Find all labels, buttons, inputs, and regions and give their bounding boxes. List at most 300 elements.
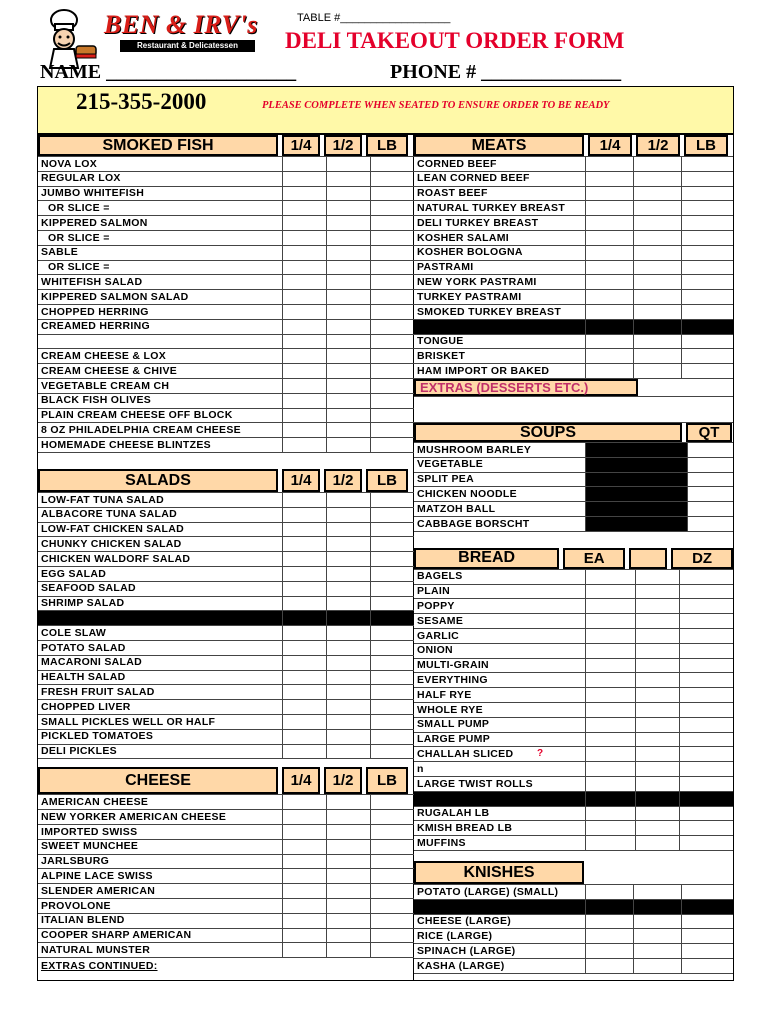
extras-write-in-area[interactable] xyxy=(414,397,733,423)
order-row-poppy[interactable] xyxy=(414,599,733,614)
qty-cell[interactable] xyxy=(282,700,326,714)
qty-cell[interactable] xyxy=(585,364,633,378)
qty-cell[interactable] xyxy=(282,379,326,393)
qty-cell[interactable] xyxy=(585,261,633,275)
qty-cell[interactable] xyxy=(585,305,633,319)
qty-cell[interactable] xyxy=(585,349,633,363)
bread-dz-cell[interactable] xyxy=(679,733,733,747)
order-row-tongue[interactable] xyxy=(414,335,733,350)
qty-cell[interactable] xyxy=(282,231,326,245)
order-row-imported-swiss[interactable] xyxy=(38,825,414,840)
order-row-large-pump[interactable] xyxy=(414,733,733,748)
qty-cell[interactable] xyxy=(370,582,414,596)
bread-ea-cell[interactable] xyxy=(585,821,635,835)
qty-cell[interactable] xyxy=(370,626,414,640)
qty-cell[interactable] xyxy=(282,305,326,319)
qty-cell[interactable] xyxy=(282,582,326,596)
qty-cell[interactable] xyxy=(370,825,414,839)
qty-cell[interactable] xyxy=(282,216,326,230)
blank-row[interactable] xyxy=(414,320,733,335)
qty-cell[interactable] xyxy=(326,201,370,215)
qty-cell[interactable] xyxy=(370,187,414,201)
qty-cell[interactable] xyxy=(370,795,414,809)
qty-cell[interactable] xyxy=(633,187,681,201)
order-row-shrimp-salad[interactable] xyxy=(38,597,414,612)
order-row-slender-american[interactable] xyxy=(38,884,414,899)
order-row-low-fat-chicken-salad[interactable] xyxy=(38,523,414,538)
qty-cell[interactable] xyxy=(326,409,370,423)
order-row-chopped-herring[interactable] xyxy=(38,305,414,320)
soup-qt-cell[interactable] xyxy=(687,443,733,457)
qty-cell[interactable] xyxy=(326,157,370,171)
qty-cell[interactable] xyxy=(633,885,681,899)
qty-cell[interactable] xyxy=(633,305,681,319)
qty-cell[interactable] xyxy=(633,201,681,215)
qty-cell[interactable] xyxy=(282,840,326,854)
qty-cell[interactable] xyxy=(282,187,326,201)
qty-cell[interactable] xyxy=(681,290,729,304)
qty-cell[interactable] xyxy=(326,869,370,883)
qty-cell[interactable] xyxy=(585,187,633,201)
order-row-turkey-pastrami[interactable] xyxy=(414,290,733,305)
qty-cell[interactable] xyxy=(282,685,326,699)
order-row-fresh-fruit-salad[interactable] xyxy=(38,685,414,700)
qty-cell[interactable] xyxy=(585,246,633,260)
order-row-chopped-liver[interactable] xyxy=(38,700,414,715)
qty-cell[interactable] xyxy=(282,914,326,928)
qty-cell[interactable] xyxy=(326,641,370,655)
order-row-kmish-bread-lb[interactable] xyxy=(414,821,733,836)
order-row-small-pump[interactable] xyxy=(414,718,733,733)
bread-ea-cell[interactable] xyxy=(585,777,635,791)
qty-cell[interactable] xyxy=(282,943,326,957)
qty-cell[interactable] xyxy=(326,394,370,408)
order-row-cream-cheese-chive[interactable] xyxy=(38,364,414,379)
qty-cell[interactable] xyxy=(370,929,414,943)
table-number-field[interactable]: TABLE #__________________ xyxy=(297,12,451,24)
order-row-pastrami[interactable] xyxy=(414,261,733,276)
qty-cell[interactable] xyxy=(370,685,414,699)
order-row-new-york-pastrami[interactable] xyxy=(414,275,733,290)
name-field[interactable]: NAME ___________________ xyxy=(40,61,297,83)
order-row-provolone[interactable] xyxy=(38,899,414,914)
qty-cell[interactable] xyxy=(585,915,633,929)
order-row-plain-cream-cheese-off-block[interactable] xyxy=(38,409,414,424)
order-row-rugalah-lb[interactable] xyxy=(414,807,733,822)
qty-cell[interactable] xyxy=(326,685,370,699)
qty-cell[interactable] xyxy=(585,275,633,289)
qty-cell[interactable] xyxy=(282,201,326,215)
qty-cell[interactable] xyxy=(326,523,370,537)
qty-cell[interactable] xyxy=(585,172,633,186)
qty-cell[interactable] xyxy=(282,261,326,275)
qty-cell[interactable] xyxy=(326,508,370,522)
qty-cell[interactable] xyxy=(681,320,729,334)
order-row-smoked-turkey-breast[interactable] xyxy=(414,305,733,320)
bread-dz-cell[interactable] xyxy=(679,570,733,584)
bread-dz-cell[interactable] xyxy=(679,629,733,643)
qty-cell[interactable] xyxy=(370,201,414,215)
qty-cell[interactable] xyxy=(326,700,370,714)
qty-cell[interactable] xyxy=(326,493,370,507)
qty-cell[interactable] xyxy=(326,349,370,363)
order-row-albacore-tuna-salad[interactable] xyxy=(38,508,414,523)
order-row-creamed-herring[interactable] xyxy=(38,320,414,335)
order-row-deli-pickles[interactable] xyxy=(38,745,414,760)
blank-row[interactable] xyxy=(38,611,414,626)
qty-cell[interactable] xyxy=(370,523,414,537)
order-row-half-rye[interactable] xyxy=(414,688,733,703)
qty-cell[interactable] xyxy=(282,275,326,289)
qty-cell[interactable] xyxy=(282,290,326,304)
qty-cell[interactable] xyxy=(370,656,414,670)
order-row-plain[interactable] xyxy=(414,585,733,600)
qty-cell[interactable] xyxy=(282,409,326,423)
qty-cell[interactable] xyxy=(326,825,370,839)
qty-cell[interactable] xyxy=(681,944,729,958)
order-row-challah-sliced[interactable] xyxy=(414,747,733,762)
qty-cell[interactable] xyxy=(633,261,681,275)
soup-qt-cell[interactable] xyxy=(687,517,733,531)
order-row-cooper-sharp-american[interactable] xyxy=(38,929,414,944)
bread-dz-cell[interactable] xyxy=(679,747,733,761)
order-row-natural-munster[interactable] xyxy=(38,943,414,958)
qty-cell[interactable] xyxy=(282,611,326,625)
bread-dz-cell[interactable] xyxy=(679,585,733,599)
bread-ea-cell[interactable] xyxy=(585,673,635,687)
order-row-american-cheese[interactable] xyxy=(38,795,414,810)
order-row-corned-beef[interactable] xyxy=(414,157,733,172)
bread-dz-cell[interactable] xyxy=(679,614,733,628)
extras-continued-row[interactable] xyxy=(38,958,414,974)
qty-cell[interactable] xyxy=(633,944,681,958)
bread-dz-cell[interactable] xyxy=(679,807,733,821)
qty-cell[interactable] xyxy=(282,641,326,655)
qty-cell[interactable] xyxy=(633,335,681,349)
order-row-jarlsburg[interactable] xyxy=(38,855,414,870)
qty-cell[interactable] xyxy=(370,349,414,363)
order-row-large-twist-rolls[interactable] xyxy=(414,777,733,792)
qty-cell[interactable] xyxy=(282,537,326,551)
order-row-new-yorker-american-cheese[interactable] xyxy=(38,810,414,825)
bread-ea-cell[interactable] xyxy=(585,599,635,613)
order-row-chunky-chicken-salad[interactable] xyxy=(38,537,414,552)
bread-ea-cell[interactable] xyxy=(585,762,635,776)
qty-cell[interactable] xyxy=(633,915,681,929)
qty-cell[interactable] xyxy=(370,290,414,304)
qty-cell[interactable] xyxy=(326,840,370,854)
bread-ea-cell[interactable] xyxy=(585,733,635,747)
qty-cell[interactable] xyxy=(633,349,681,363)
order-row-sweet-munchee[interactable] xyxy=(38,840,414,855)
qty-cell[interactable] xyxy=(633,929,681,943)
qty-cell[interactable] xyxy=(282,745,326,759)
qty-cell[interactable] xyxy=(370,320,414,334)
order-row-whole-rye[interactable] xyxy=(414,703,733,718)
bread-ea-cell[interactable] xyxy=(585,644,635,658)
order-row-italian-blend[interactable] xyxy=(38,914,414,929)
bread-ea-cell[interactable] xyxy=(585,718,635,732)
qty-cell[interactable] xyxy=(370,172,414,186)
qty-cell[interactable] xyxy=(585,290,633,304)
soup-qt-cell[interactable] xyxy=(687,502,733,516)
order-row-chicken-waldorf-salad[interactable] xyxy=(38,552,414,567)
qty-cell[interactable] xyxy=(326,552,370,566)
order-row-multi-grain[interactable] xyxy=(414,659,733,674)
order-row-deli-turkey-breast[interactable] xyxy=(414,216,733,231)
order-row-cabbage-borscht[interactable] xyxy=(414,517,733,532)
qty-cell[interactable] xyxy=(326,855,370,869)
soup-qt-cell[interactable] xyxy=(687,487,733,501)
order-row-jumbo-whitefish[interactable] xyxy=(38,187,414,202)
qty-cell[interactable] xyxy=(326,626,370,640)
order-row-kippered-salmon[interactable] xyxy=(38,216,414,231)
qty-cell[interactable] xyxy=(282,523,326,537)
order-row-small-pickles-well-or-half[interactable] xyxy=(38,715,414,730)
qty-cell[interactable] xyxy=(370,671,414,685)
order-row-health-salad[interactable] xyxy=(38,671,414,686)
order-row-garlic[interactable] xyxy=(414,629,733,644)
qty-cell[interactable] xyxy=(585,900,633,914)
order-row-kippered-salmon-salad[interactable] xyxy=(38,290,414,305)
qty-cell[interactable] xyxy=(282,552,326,566)
qty-cell[interactable] xyxy=(326,899,370,913)
qty-cell[interactable] xyxy=(282,671,326,685)
qty-cell[interactable] xyxy=(326,582,370,596)
qty-cell[interactable] xyxy=(370,216,414,230)
qty-cell[interactable] xyxy=(282,795,326,809)
qty-cell[interactable] xyxy=(282,567,326,581)
qty-cell[interactable] xyxy=(681,349,729,363)
qty-cell[interactable] xyxy=(282,157,326,171)
qty-cell[interactable] xyxy=(370,943,414,957)
qty-cell[interactable] xyxy=(370,275,414,289)
order-row-sesame[interactable] xyxy=(414,614,733,629)
qty-cell[interactable] xyxy=(585,231,633,245)
qty-cell[interactable] xyxy=(370,409,414,423)
qty-cell[interactable] xyxy=(326,810,370,824)
qty-cell[interactable] xyxy=(370,700,414,714)
qty-cell[interactable] xyxy=(282,730,326,744)
qty-cell[interactable] xyxy=(681,959,729,973)
qty-cell[interactable] xyxy=(370,641,414,655)
qty-cell[interactable] xyxy=(585,216,633,230)
qty-cell[interactable] xyxy=(282,438,326,452)
qty-cell[interactable] xyxy=(370,231,414,245)
bread-dz-cell[interactable] xyxy=(679,836,733,850)
qty-cell[interactable] xyxy=(633,231,681,245)
qty-cell[interactable] xyxy=(282,656,326,670)
order-row-egg-salad[interactable] xyxy=(38,567,414,582)
bread-ea-cell[interactable] xyxy=(585,614,635,628)
order-row-bagels[interactable] xyxy=(414,570,733,585)
bread-ea-cell[interactable] xyxy=(585,792,635,806)
qty-cell[interactable] xyxy=(326,715,370,729)
qty-cell[interactable] xyxy=(326,438,370,452)
qty-cell[interactable] xyxy=(370,884,414,898)
order-row-or-slice[interactable] xyxy=(38,201,414,216)
qty-cell[interactable] xyxy=(681,900,729,914)
order-row-matzoh-ball[interactable] xyxy=(414,502,733,517)
order-row-homemade-cheese-blintzes[interactable] xyxy=(38,438,414,453)
order-row-alpine-lace-swiss[interactable] xyxy=(38,869,414,884)
soup-qt-cell[interactable] xyxy=(687,473,733,487)
qty-cell[interactable] xyxy=(326,671,370,685)
qty-cell[interactable] xyxy=(370,305,414,319)
qty-cell[interactable] xyxy=(633,320,681,334)
qty-cell[interactable] xyxy=(370,552,414,566)
qty-cell[interactable] xyxy=(370,715,414,729)
qty-cell[interactable] xyxy=(681,231,729,245)
qty-cell[interactable] xyxy=(681,364,729,378)
order-row-kasha-large[interactable] xyxy=(414,959,733,974)
qty-cell[interactable] xyxy=(370,493,414,507)
qty-cell[interactable] xyxy=(370,508,414,522)
qty-cell[interactable] xyxy=(282,825,326,839)
qty-cell[interactable] xyxy=(282,349,326,363)
qty-cell[interactable] xyxy=(681,915,729,929)
qty-cell[interactable] xyxy=(282,394,326,408)
bread-dz-cell[interactable] xyxy=(679,673,733,687)
order-row-nova-lox[interactable] xyxy=(38,157,414,172)
order-row-regular-lox[interactable] xyxy=(38,172,414,187)
order-row-mushroom-barley[interactable] xyxy=(414,443,733,458)
qty-cell[interactable] xyxy=(282,320,326,334)
order-row-brisket[interactable] xyxy=(414,349,733,364)
qty-cell[interactable] xyxy=(326,275,370,289)
qty-cell[interactable] xyxy=(326,172,370,186)
qty-cell[interactable] xyxy=(681,885,729,899)
qty-cell[interactable] xyxy=(370,810,414,824)
qty-cell[interactable] xyxy=(326,537,370,551)
order-row-cheese-large[interactable] xyxy=(414,915,733,930)
qty-cell[interactable] xyxy=(681,305,729,319)
qty-cell[interactable] xyxy=(282,246,326,260)
order-row-vegetable[interactable] xyxy=(414,458,733,473)
qty-cell[interactable] xyxy=(370,597,414,611)
bread-ea-cell[interactable] xyxy=(585,807,635,821)
qty-cell[interactable] xyxy=(370,261,414,275)
qty-cell[interactable] xyxy=(633,275,681,289)
bread-dz-cell[interactable] xyxy=(679,718,733,732)
bread-dz-cell[interactable] xyxy=(679,762,733,776)
order-row-kosher-salami[interactable] xyxy=(414,231,733,246)
qty-cell[interactable] xyxy=(633,172,681,186)
qty-cell[interactable] xyxy=(282,364,326,378)
qty-cell[interactable] xyxy=(282,626,326,640)
qty-cell[interactable] xyxy=(370,730,414,744)
qty-cell[interactable] xyxy=(681,929,729,943)
qty-cell[interactable] xyxy=(282,715,326,729)
qty-cell[interactable] xyxy=(326,423,370,437)
qty-cell[interactable] xyxy=(370,364,414,378)
order-row-ham-import-or-baked[interactable] xyxy=(414,364,733,379)
order-row-lean-corned-beef[interactable] xyxy=(414,172,733,187)
qty-cell[interactable] xyxy=(326,379,370,393)
order-row-cole-slaw[interactable] xyxy=(38,626,414,641)
qty-cell[interactable] xyxy=(326,216,370,230)
qty-cell[interactable] xyxy=(585,320,633,334)
qty-cell[interactable] xyxy=(282,493,326,507)
bread-ea-cell[interactable] xyxy=(585,629,635,643)
qty-cell[interactable] xyxy=(585,944,633,958)
order-row-low-fat-tuna-salad[interactable] xyxy=(38,493,414,508)
qty-cell[interactable] xyxy=(370,869,414,883)
bread-dz-cell[interactable] xyxy=(679,644,733,658)
order-row-macaroni-salad[interactable] xyxy=(38,656,414,671)
order-row-vegetable-cream-ch[interactable] xyxy=(38,379,414,394)
qty-cell[interactable] xyxy=(326,567,370,581)
qty-cell[interactable] xyxy=(282,855,326,869)
qty-cell[interactable] xyxy=(326,611,370,625)
bread-dz-cell[interactable] xyxy=(679,599,733,613)
order-row-potato-large-small[interactable] xyxy=(414,885,733,900)
qty-cell[interactable] xyxy=(585,335,633,349)
qty-cell[interactable] xyxy=(585,201,633,215)
bread-dz-cell[interactable] xyxy=(679,821,733,835)
qty-cell[interactable] xyxy=(633,364,681,378)
qty-cell[interactable] xyxy=(633,959,681,973)
qty-cell[interactable] xyxy=(282,884,326,898)
qty-cell[interactable] xyxy=(326,187,370,201)
qty-cell[interactable] xyxy=(326,364,370,378)
qty-cell[interactable] xyxy=(585,157,633,171)
qty-cell[interactable] xyxy=(326,943,370,957)
blank-row[interactable] xyxy=(414,792,733,807)
bread-ea-cell[interactable] xyxy=(585,747,635,761)
order-row-8-oz-philadelphia-cream-cheese[interactable] xyxy=(38,423,414,438)
qty-cell[interactable] xyxy=(370,537,414,551)
qty-cell[interactable] xyxy=(326,656,370,670)
qty-cell[interactable] xyxy=(370,914,414,928)
qty-cell[interactable] xyxy=(282,899,326,913)
order-row-chicken-noodle[interactable] xyxy=(414,487,733,502)
qty-cell[interactable] xyxy=(326,335,370,349)
qty-cell[interactable] xyxy=(326,730,370,744)
order-row-or-slice[interactable] xyxy=(38,261,414,276)
qty-cell[interactable] xyxy=(370,855,414,869)
qty-cell[interactable] xyxy=(282,869,326,883)
bread-dz-cell[interactable] xyxy=(679,659,733,673)
order-row-seafood-salad[interactable] xyxy=(38,582,414,597)
qty-cell[interactable] xyxy=(326,597,370,611)
bread-dz-cell[interactable] xyxy=(679,688,733,702)
qty-cell[interactable] xyxy=(681,157,729,171)
order-row-potato-salad[interactable] xyxy=(38,641,414,656)
qty-cell[interactable] xyxy=(326,745,370,759)
bread-dz-cell[interactable] xyxy=(679,792,733,806)
qty-cell[interactable] xyxy=(326,320,370,334)
qty-cell[interactable] xyxy=(370,899,414,913)
order-row-sable[interactable] xyxy=(38,246,414,261)
qty-cell[interactable] xyxy=(370,157,414,171)
qty-cell[interactable] xyxy=(370,745,414,759)
qty-cell[interactable] xyxy=(326,884,370,898)
order-row-rice-large[interactable] xyxy=(414,929,733,944)
qty-cell[interactable] xyxy=(633,216,681,230)
qty-cell[interactable] xyxy=(282,423,326,437)
qty-cell[interactable] xyxy=(370,335,414,349)
qty-cell[interactable] xyxy=(681,216,729,230)
soup-qt-cell[interactable] xyxy=(687,458,733,472)
qty-cell[interactable] xyxy=(282,597,326,611)
qty-cell[interactable] xyxy=(282,929,326,943)
qty-cell[interactable] xyxy=(282,172,326,186)
bread-ea-cell[interactable] xyxy=(585,703,635,717)
qty-cell[interactable] xyxy=(370,246,414,260)
qty-cell[interactable] xyxy=(326,914,370,928)
order-row-roast-beef[interactable] xyxy=(414,187,733,202)
